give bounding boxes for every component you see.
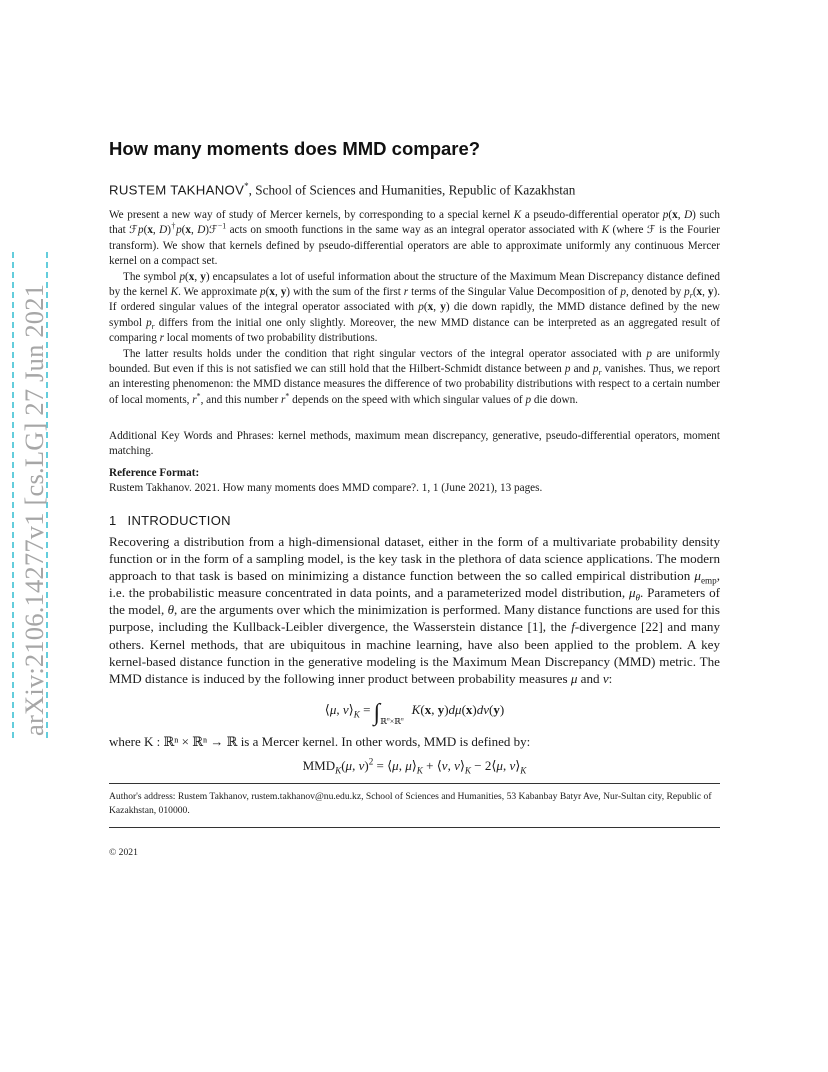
- section-heading: [109, 513, 231, 528]
- introduction-continuation: where K : ℝⁿ × ℝⁿ → ℝ is a Mercer kernel. In other words, MMD is defined by:: [109, 734, 531, 749]
- introduction-paragraph: Recovering a distribution from a high-dimensional dataset, either in the form of a multivariate probability density function or in the form of a sampling model, is the key task in the plethora of data science applications. The modern approach to that task is based on minimizing a distance function between the so called empirical distribution $\mu_{emp}$, i.e. the probabilistic measure concentrated in data points, and a parameterized model distribution, $\mu_\theta$. Parameters of the model, θ, are the arguments over which the minimization is performed. Many distance functions are used for this purpose, including the Kullback-Leibler divergence, the Wasserstein distance [1], the f-divergence [22] and many others. Kernel methods, that are ubiquitous in machine learning, have also been applied to the problem. A key kernel-based distance function in the generative modeling is the Maximum Mean Discrepancy (MMD) metric. The MMD distance is induced by the following inner product between probability measures μ and ν:: [109, 534, 721, 686]
- keywords: Additional Key Words and Phrases: kernel methods, maximum mean discrepancy, generative, pseudo-differential operators, moment matching.: [109, 430, 720, 458]
- abstract: [109, 208, 720, 408]
- author-name: RUSTEM TAKHANOV: [109, 182, 245, 198]
- arxiv-stamp: arXiv:2106.14277v1 [cs.LG] 27 Jun 2021: [19, 283, 49, 736]
- paper-title: How many moments does MMD compare?: [109, 138, 481, 159]
- footnote-rule-bottom: [109, 827, 720, 828]
- abstract-paragraph-1: We present a new way of study of Mercer kernels, by corresponding to a special kernel K a pseudo-differential operator p(x, D) such that ℱp(x, D)†p(x, D)ℱ$^{-1}$ acts on smooth functions in the same way as an integral operator associated with K (where ℱ is the Fourier transform). We show that kernels defined by pseudo-differential operators are able to approximate uniformly any continuous Mercer kernel on a compact set.: [109, 209, 721, 268]
- reference-format-label: Reference Format:: [109, 467, 200, 479]
- equation-inner-product: ⟨μ, $\nu⟩_K = \int_{ℝ^n\times ℝ^n}K(x$, y)dμ(x)dν(y): [324, 700, 505, 726]
- equation-mmd-definition: $MMD_K(\mu$, ν)$^2$ = ⟨μ, $\mu⟩_K$ + ⟨ν, $\nu⟩_K$ − 2⟨μ, $\nu⟩_K$: [302, 756, 527, 776]
- author-footnote-mark: *: [244, 181, 249, 191]
- copyright-notice: © 2021: [109, 847, 138, 858]
- author-address-footnote: Author's address: Rustem Takhanov, rustem.takhanov@nu.edu.kz, School of Sciences and Humanities, 53 Kabanbay Batyr Ave, Nur-Sultan city, Republic of Kazakhstan, 010000.: [109, 791, 712, 816]
- author-affiliation: , School of Sciences and Humanities, Republic of Kazakhstan: [248, 182, 576, 198]
- author-line: [109, 181, 575, 198]
- abstract-paragraph-2: The symbol p(x, y) encapsulates a lot of useful information about the structure of the Maximum Mean Discrepancy distance defined by the kernel K. We approximate p(x, y) with the sum of the first r terms of the Singular Value Decomposition of p, denoted by $p_r(x$, y). If ordered singular values of the integral operator associated with p(x, y) die down rapidly, the MMD distance defined by the new symbol $p_r$ differs from the initial one only slightly. Moreover, the new MMD distance can be interpreted as an aggregated result of comparing r local moments of two probability distributions.: [109, 270, 721, 345]
- footnote-rule-top: [109, 783, 720, 784]
- introduction-body: [109, 533, 720, 687]
- section-number: 1: [109, 513, 117, 528]
- reference-format-text: Rustem Takhanov. 2021. How many moments does MMD compare?. 1, 1 (June 2021), 13 pages.: [109, 482, 543, 494]
- abstract-paragraph-3: The latter results holds under the condition that right singular vectors of the integral operator associated with p are uniformly bounded. But even if this is not satisfied we can still hold that the Hilbert-Schmidt distance between p and $p_r$ vanishes. Thus, we report an interesting phenomenon: the MMD distance measures the difference of two probability distributions with respect to a certain number of local moments, r*, and this number r* depends on the speed with which singular values of p die down.: [109, 347, 720, 406]
- section-title: INTRODUCTION: [127, 513, 231, 528]
